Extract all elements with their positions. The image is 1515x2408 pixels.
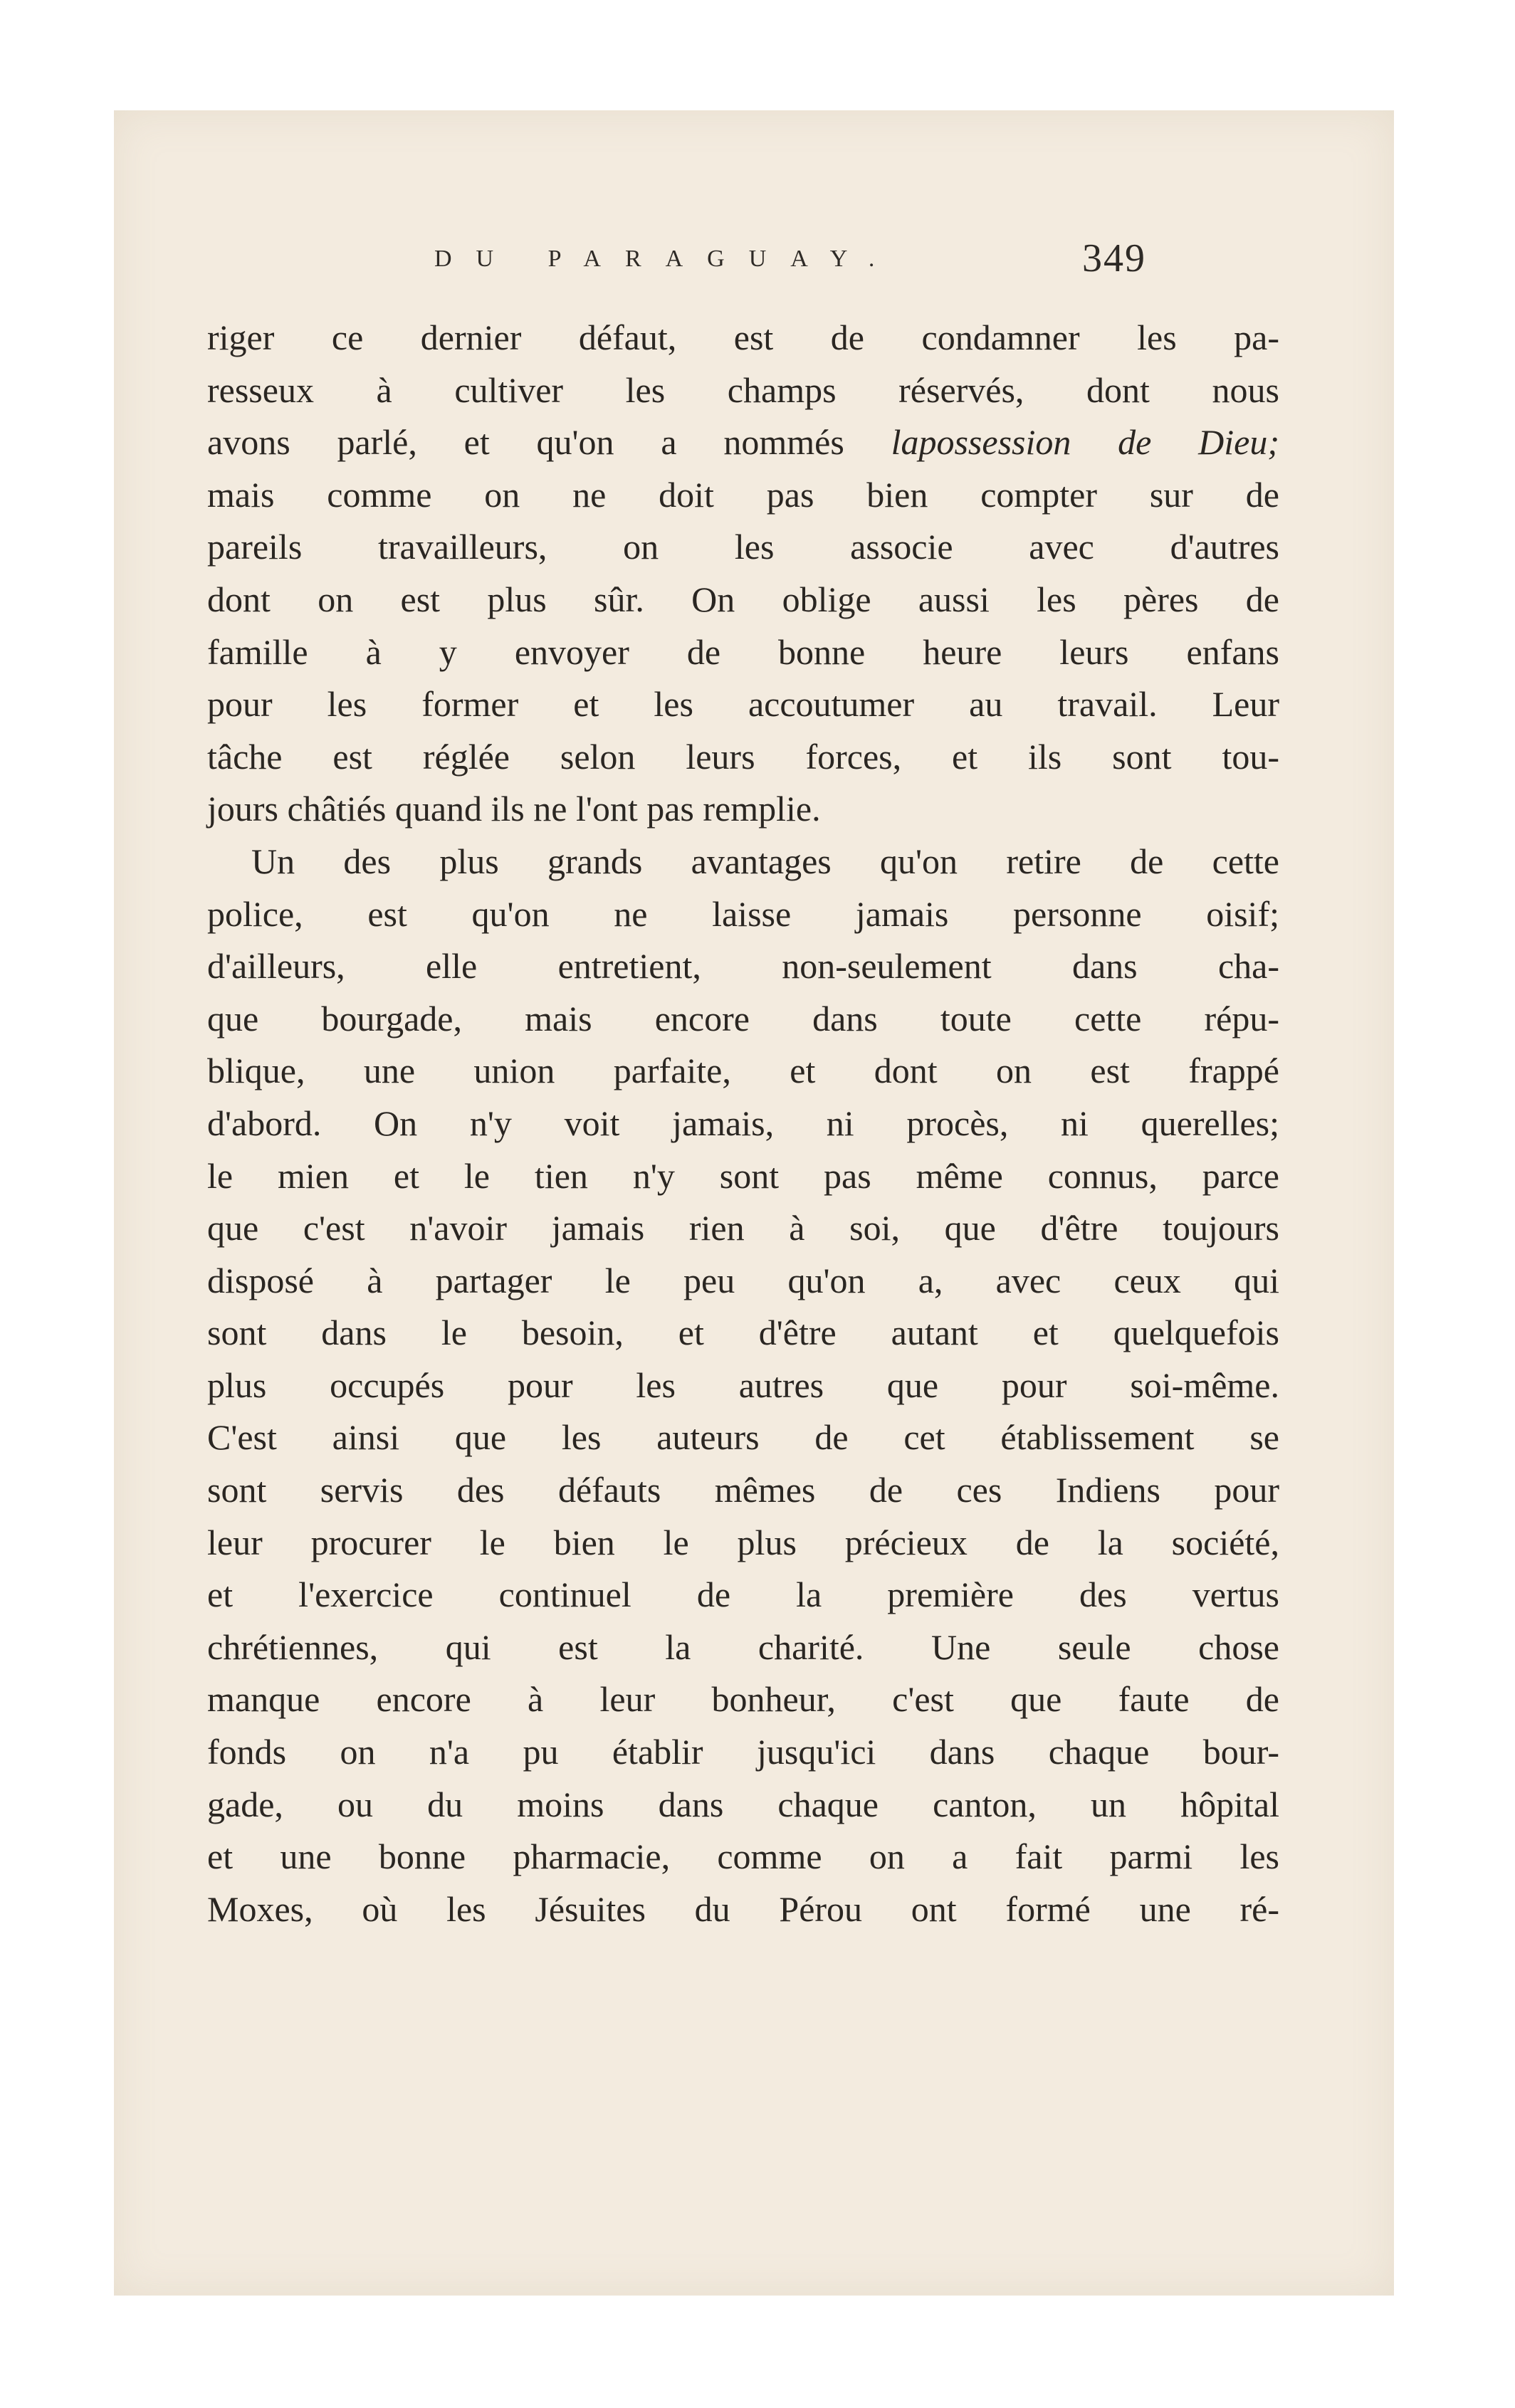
text-line: que c'est n'avoir jamais rien à soi, que d'être toujours bbox=[207, 1208, 1279, 1248]
text-line: leur procurer le bien le plus précieux de la société, bbox=[207, 1522, 1279, 1562]
text-line: plus occupés pour les autres que pour soi-même. bbox=[207, 1365, 1279, 1405]
running-head: DU PARAGUAY. bbox=[434, 246, 899, 272]
text-line: disposé à partager le peu qu'on a, avec ceux qui bbox=[207, 1260, 1279, 1300]
page-number: 349 bbox=[1082, 236, 1146, 280]
text-line: d'ailleurs, elle entretient, non-seulement dans cha- bbox=[207, 946, 1279, 987]
text-line: sont dans le besoin, et d'être autant et quelquefois bbox=[207, 1313, 1279, 1353]
text-line: C'est ainsi que les auteurs de cet établissement se bbox=[207, 1417, 1279, 1458]
text-line: pareils travailleurs, on les associe avec d'autres bbox=[207, 527, 1279, 567]
text-line: fonds on n'a pu établir jusqu'ici dans chaque bour- bbox=[207, 1732, 1279, 1772]
italic-phrase: lapossession de Dieu; bbox=[891, 422, 1280, 463]
text-line: et l'exercice continuel de la première des vertus bbox=[207, 1574, 1279, 1615]
text-line: riger ce dernier défaut, est de condamner les pa- bbox=[207, 317, 1279, 357]
text-line: famille à y envoyer de bonne heure leurs enfans bbox=[207, 631, 1279, 672]
text-line: que bourgade, mais encore dans toute cette répu- bbox=[207, 998, 1279, 1039]
page-header bbox=[114, 236, 1394, 295]
text-line: blique, une union parfaite, et dont on est frappé bbox=[207, 1051, 1279, 1091]
text-line: d'abord. On n'y voit jamais, ni procès, ni querelles; bbox=[207, 1103, 1279, 1143]
text-line: le mien et le tien n'y sont pas même connus, parce bbox=[207, 1155, 1279, 1196]
text-line: avons parlé, et qu'on a nommés lapossession de Dieu; bbox=[207, 422, 1280, 463]
text-line: chrétiennes, qui est la charité. Une seule chose bbox=[207, 1626, 1279, 1667]
text-line: pour les former et les accoutumer au travail. Leur bbox=[207, 684, 1279, 725]
text-line: manque encore à leur bonheur, c'est que faute de bbox=[207, 1679, 1279, 1720]
text-line: mais comme on ne doit pas bien compter sur de bbox=[207, 474, 1279, 515]
text-line: tâche est réglée selon leurs forces, et ils sont tou- bbox=[207, 736, 1279, 777]
text-line: sont servis des défauts mêmes de ces Indiens pour bbox=[207, 1470, 1279, 1510]
text-line: Moxes, où les Jésuites du Pérou ont formé une ré- bbox=[207, 1888, 1279, 1929]
text-line: et une bonne pharmacie, comme on a fait parmi les bbox=[207, 1836, 1279, 1877]
text-line: police, est qu'on ne laisse jamais personne oisif; bbox=[207, 893, 1279, 934]
text-line: Un des plus grands avantages qu'on retire de cette bbox=[251, 841, 1279, 881]
text-line: gade, ou du moins dans chaque canton, un hôpital bbox=[207, 1784, 1279, 1824]
text-line: jours châtiés quand ils ne l'ont pas remplie. bbox=[207, 789, 821, 829]
body-text bbox=[207, 312, 1279, 1935]
text-line: dont on est plus sûr. On oblige aussi les pères de bbox=[207, 579, 1279, 619]
book-page bbox=[114, 110, 1394, 2296]
text-line: resseux à cultiver les champs réservés, dont nous bbox=[207, 369, 1279, 410]
